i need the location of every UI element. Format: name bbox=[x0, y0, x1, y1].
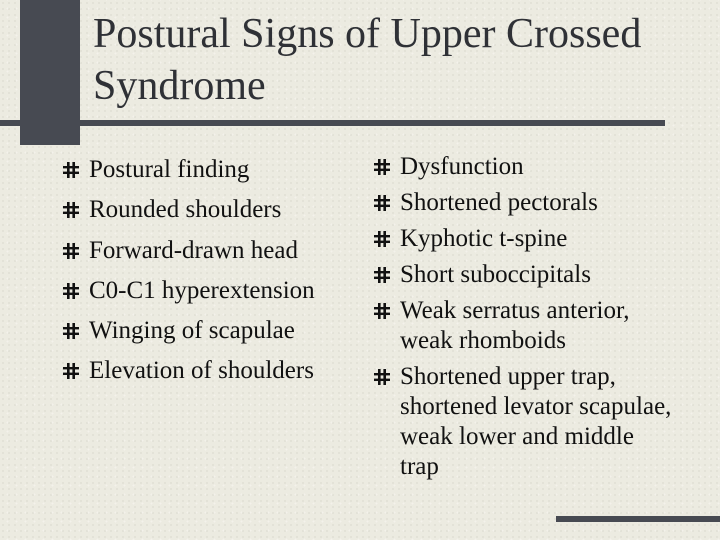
list-item-text: C0-C1 hyperextension bbox=[89, 276, 315, 304]
hash-bullet-icon bbox=[373, 368, 391, 386]
footer-rule bbox=[556, 516, 720, 522]
left-bullet-list bbox=[62, 155, 362, 397]
list-item-text: Elevation of shoulders bbox=[89, 357, 314, 385]
list-item-text: Rounded shoulders bbox=[89, 196, 282, 224]
hash-bullet-icon bbox=[62, 201, 80, 219]
slide-title: Postural Signs of Upper Crossed Syndrome bbox=[93, 11, 642, 109]
list-item-text: Dysfunction bbox=[400, 153, 524, 180]
list-item bbox=[62, 236, 362, 266]
list-item-text: Shortened pectorals bbox=[400, 189, 598, 216]
hash-bullet-icon bbox=[373, 302, 391, 320]
list-item bbox=[373, 224, 673, 254]
list-item bbox=[62, 316, 362, 346]
list-item bbox=[373, 188, 673, 218]
list-item-text: Kyphotic t-spine bbox=[400, 225, 568, 252]
list-item bbox=[373, 260, 673, 290]
hash-bullet-icon bbox=[62, 282, 80, 300]
hash-bullet-icon bbox=[373, 194, 391, 212]
hash-bullet-icon bbox=[373, 266, 391, 284]
hash-bullet-icon bbox=[62, 322, 80, 340]
right-bullet-list bbox=[373, 152, 673, 488]
list-item-text: Short suboccipitals bbox=[400, 261, 591, 288]
list-item bbox=[373, 296, 673, 356]
list-item bbox=[62, 276, 362, 306]
list-item bbox=[373, 362, 673, 482]
list-item bbox=[62, 356, 362, 386]
list-item-text: Weak serratus anterior, weak rhomboids bbox=[400, 297, 630, 354]
hash-bullet-icon bbox=[62, 362, 80, 380]
list-item-text: Shortened upper trap, shortened levator scapulae, weak lower and middle trap bbox=[400, 363, 672, 480]
hash-bullet-icon bbox=[62, 161, 80, 179]
list-item bbox=[62, 155, 362, 185]
hash-bullet-icon bbox=[373, 230, 391, 248]
hash-bullet-icon bbox=[62, 242, 80, 260]
title-rule bbox=[0, 120, 665, 126]
list-item-text: Postural finding bbox=[89, 156, 250, 183]
hash-bullet-icon bbox=[373, 158, 391, 176]
list-item bbox=[62, 195, 362, 225]
list-item bbox=[373, 152, 673, 182]
list-item-text: Winging of scapulae bbox=[89, 317, 295, 345]
list-item-text: Forward-drawn head bbox=[89, 236, 298, 264]
